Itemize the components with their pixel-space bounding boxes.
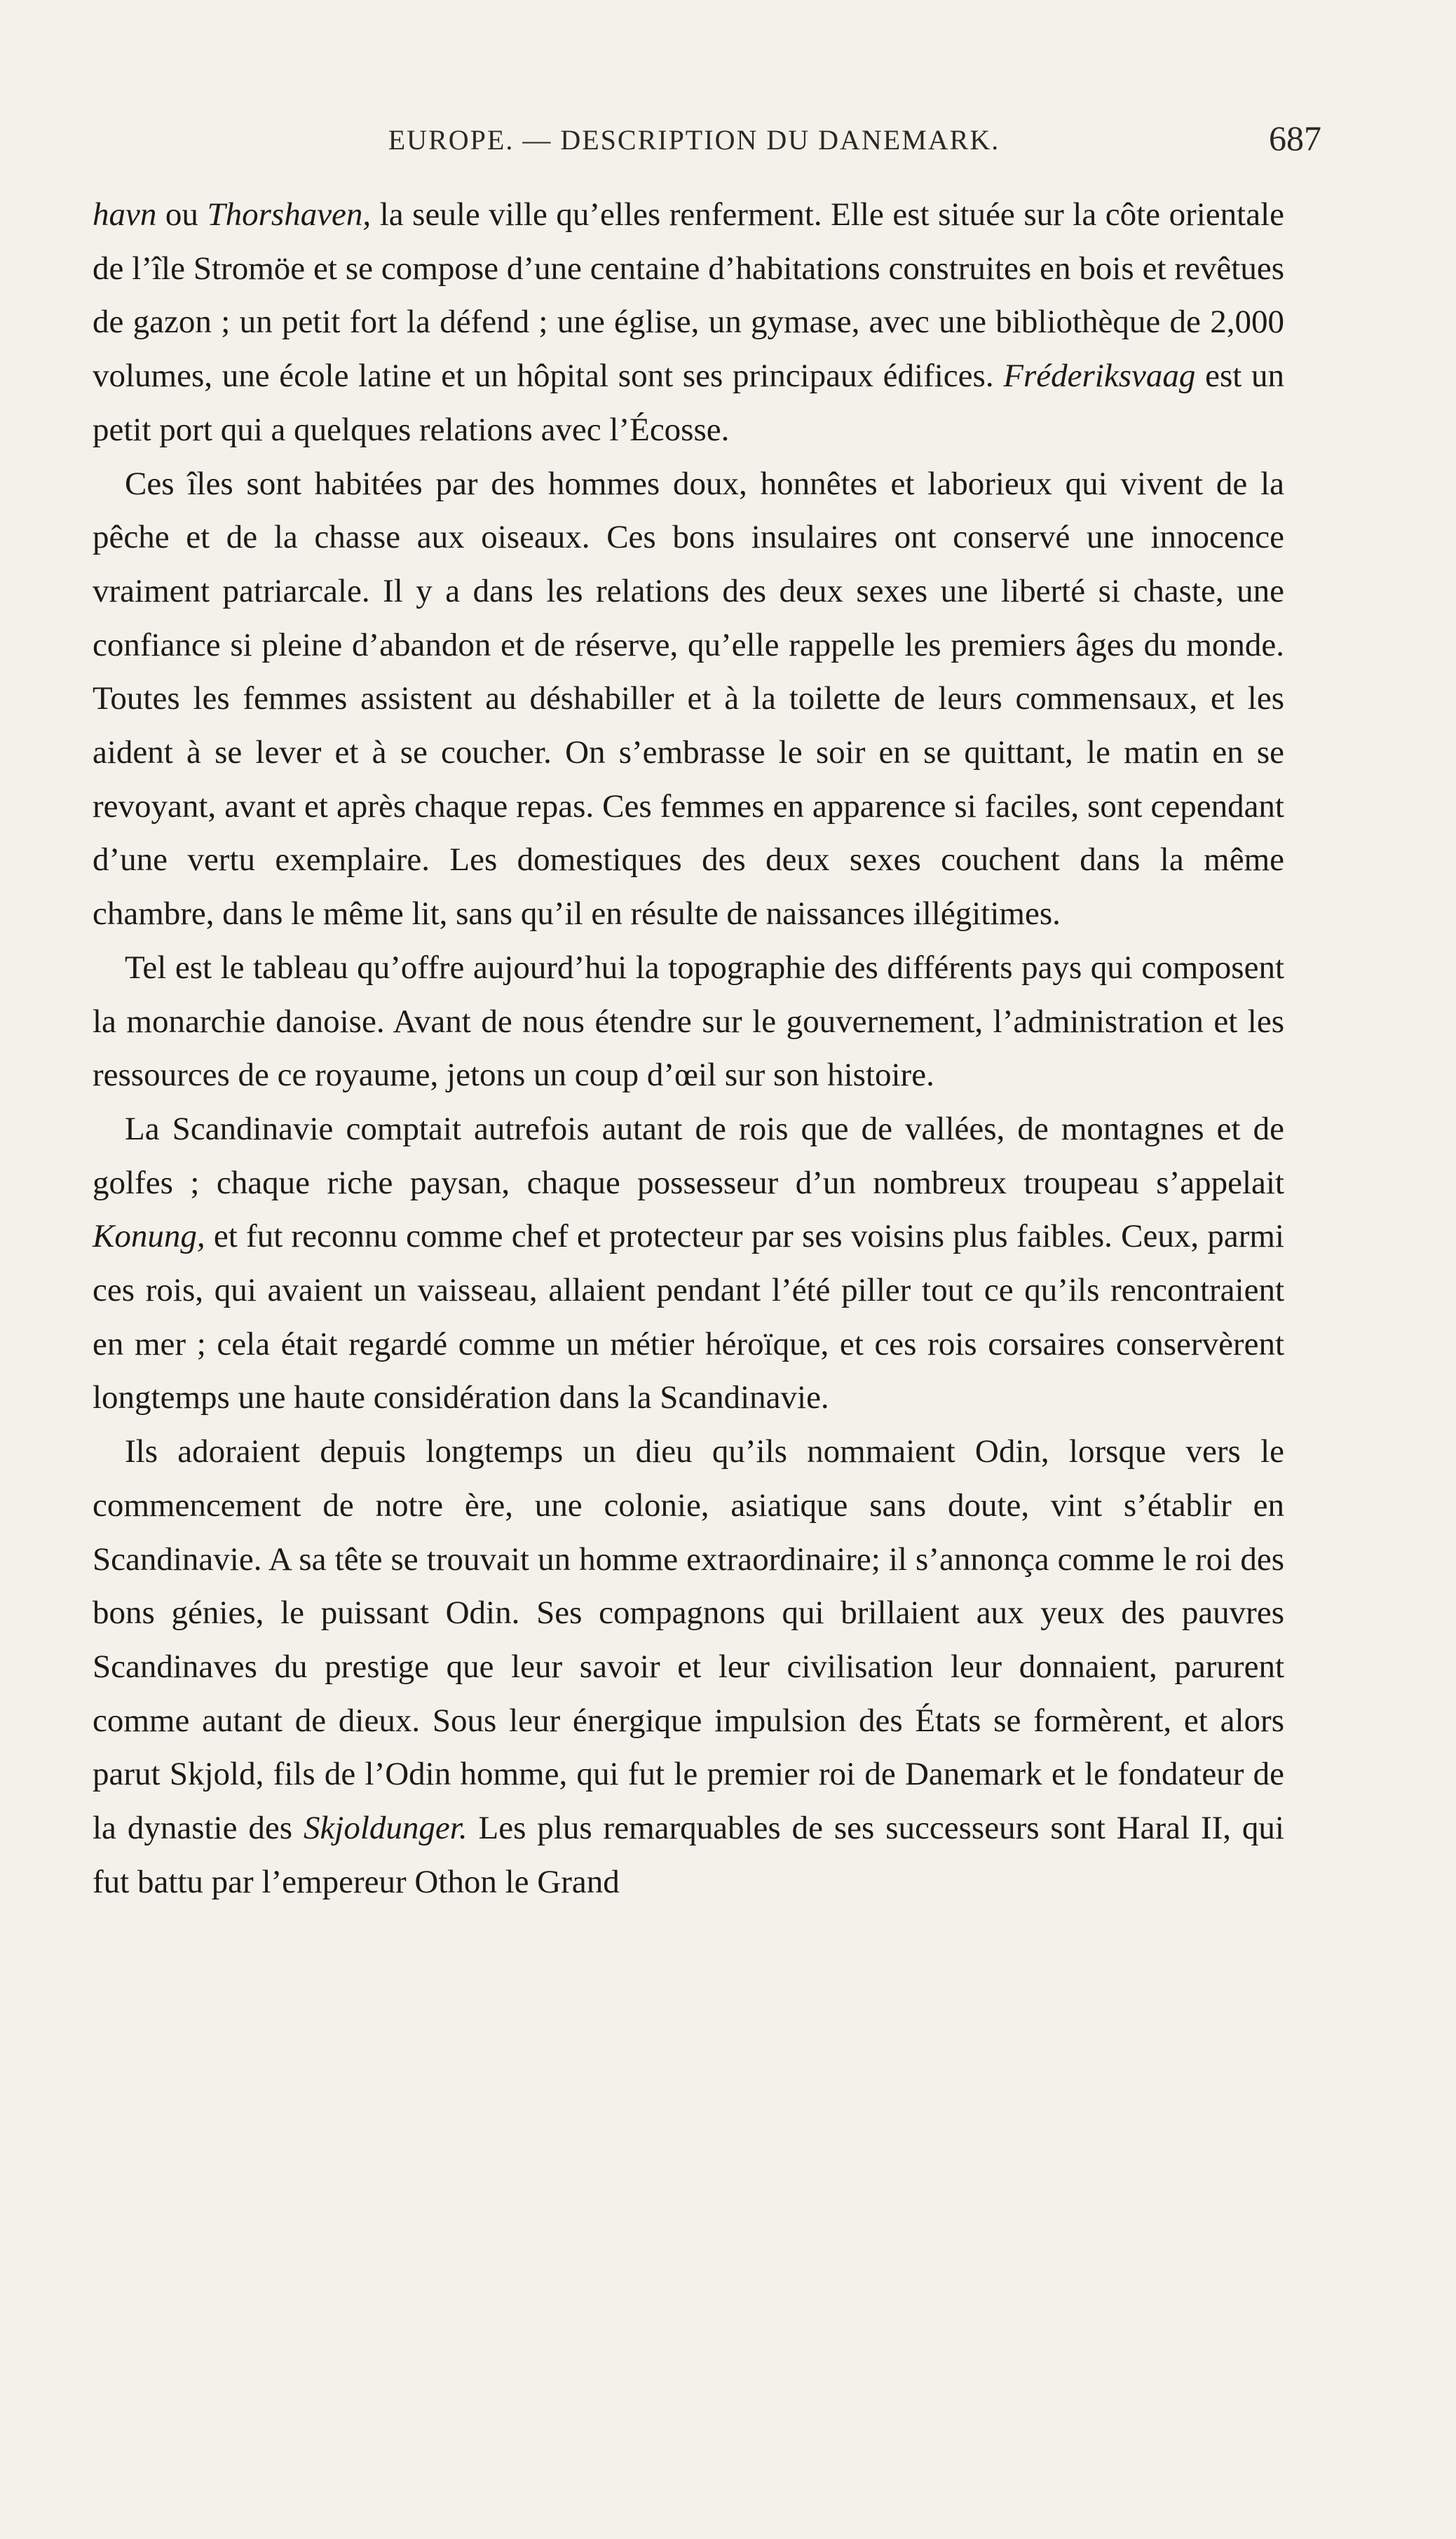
- text-span: Skjoldunger.: [303, 1810, 468, 1847]
- text-span: Konung,: [93, 1218, 205, 1255]
- text-span: est un petit port qui a quelques relations avec l’Écosse.: [93, 358, 1284, 448]
- text-span: Ces îles sont habitées par des hommes doux, honnêtes et laborieux qui vivent de la pêche et de la chasse aux oiseaux. Ces bons insulaires ont conservé une innocence vraiment patriarcale. Il y a dans les relations des deux sexes une liberté si chaste, une confiance si pleine d’abandon et de réserve, qu’elle rappelle les premiers âges du monde. Toutes les femmes assistent au déshabiller et à la toilette de leurs commensaux, et les aident à se lever et à se coucher. On s’embrasse le soir en se quittant, le matin en se revoyant, avant et après chaque repas. Ces femmes en apparence si faciles, sont cependant d’une vertu exemplaire. Les domestiques des deux sexes couchent dans la même chambre, dans le même lit, sans qu’il en résulte de naissances illégitimes.: [93, 465, 1284, 933]
- text-span: Thorshaven,: [207, 196, 372, 233]
- text-span: et fut reconnu comme chef et protecteur par ses voisins plus faibles. Ceux, parmi ces rois, qui avaient un vaisseau, allaient pendant l’été piller tout ce qu’ils rencontraient en mer ; cela était regardé comme un métier héroïque, et ces rois corsaires conservèrent longtemps une haute considération dans la Scandinavie.: [93, 1218, 1284, 1416]
- paragraph-3: [93, 941, 1284, 1102]
- paragraph-5: [93, 1425, 1284, 1909]
- text-span: Fréderiksvaag: [1003, 358, 1196, 395]
- page-number: 687: [1269, 119, 1321, 158]
- text-span: la seule ville qu’elles renferment. Elle est située sur la côte orientale de l’île Stromöe et se compose d’une centaine d’habitations construites en bois et revêtues de gazon ; un petit fort la défend ; une église, un gymase, avec une bibliothèque de 2,000 volumes, une école latine et un hôpital sont ses principaux édifices.: [93, 196, 1285, 395]
- text-span: Les plus remarquables de ses successeurs sont Haral II, qui fut battu par l’empereur Othon le Grand: [93, 1810, 1284, 1900]
- text-span: ou: [156, 196, 207, 233]
- running-head: EUROPE. — DESCRIPTION DU DANEMARK.: [388, 124, 1000, 156]
- paragraph-2: [93, 457, 1284, 941]
- text-span: La Scandinavie comptait autrefois autant de rois que de vallées, de montagnes et de golfes ; chaque riche paysan, chaque possesseur d’un nombreux troupeau s’appelait: [93, 1110, 1284, 1201]
- text-span: Tel est le tableau qu’offre aujourd’hui la topographie des différents pays qui composent la monarchie danoise. Avant de nous étendre sur le gouvernement, l’administration et les ressources de ce royaume, jetons un coup d’œil sur son histoire.: [93, 949, 1284, 1094]
- paragraph-4: [93, 1102, 1284, 1425]
- text-span: Ils adoraient depuis longtemps un dieu qu’ils nommaient Odin, lorsque vers le commencement de notre ère, une colonie, asiatique sans doute, vint s’établir en Scandinavie. A sa tête se trouvait un homme extraordinaire; il s’annonça comme le roi des bons génies, le puissant Odin. Ses compagnons qui brillaient aux yeux des pauvres Scandinaves du prestige que leur savoir et leur civilisation leur donnaient, parurent comme autant de dieux. Sous leur énergique impulsion des États se formèrent, et alors parut Skjold, fils de l’Odin homme, qui fut le premier roi de Danemark et le fondateur de la dynastie des: [93, 1433, 1284, 1847]
- paragraph-1: [93, 188, 1284, 457]
- text-span: havn: [93, 196, 157, 233]
- body-text: [93, 188, 1284, 1909]
